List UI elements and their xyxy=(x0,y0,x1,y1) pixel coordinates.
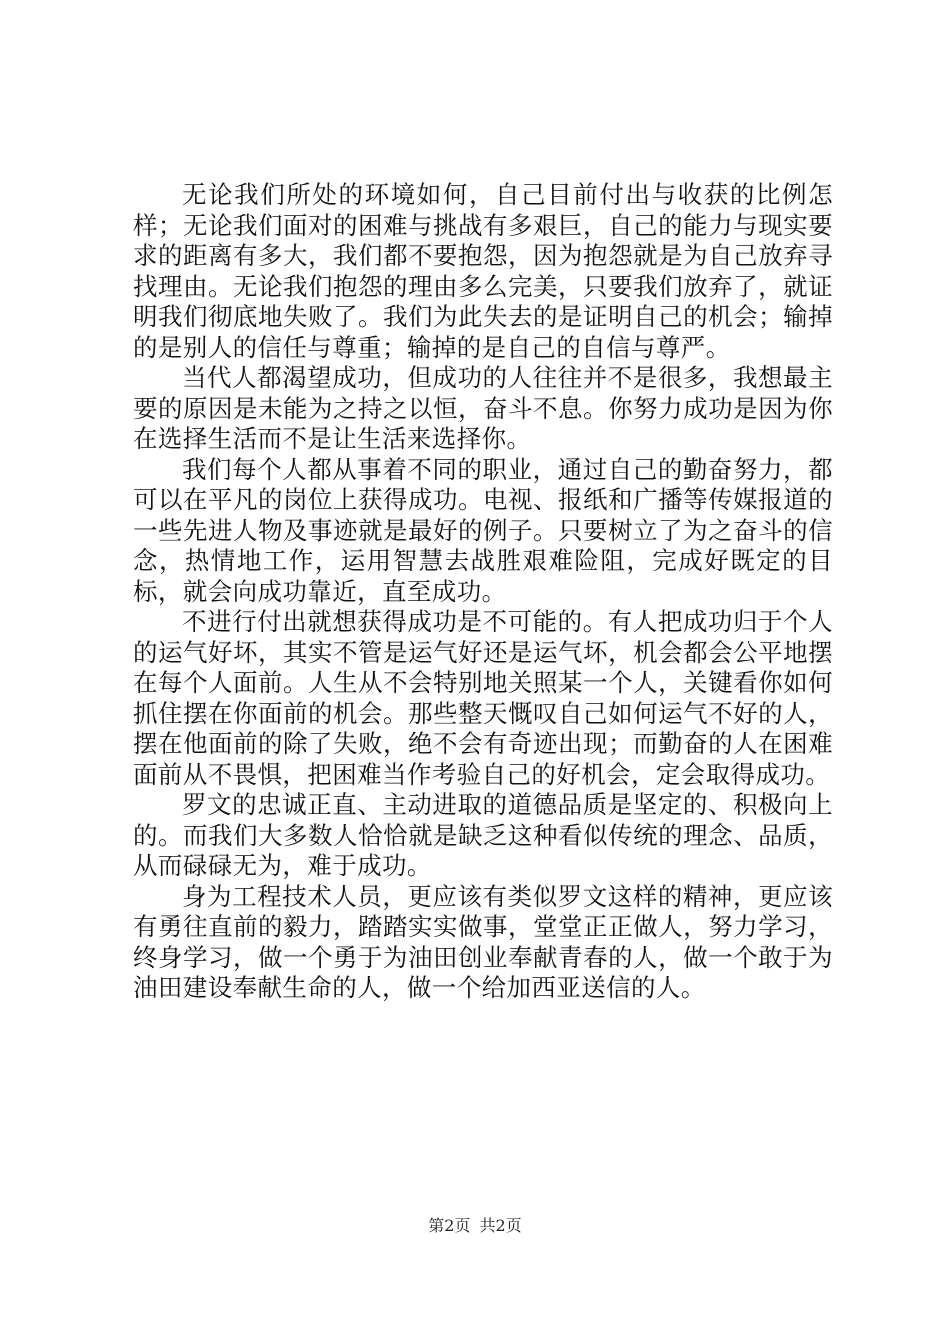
paragraph-4: 不进行付出就想获得成功是不可能的。有人把成功归于个人的运气好坏，其实不管是运气好还是运气坏，机会都会公平地摆在每个人面前。人生从不会特别地关照某一个人，关键看你如何抓住摆在你面前的机会。那些整天慨叹自己如何运气不好的人，摆在他面前的除了失败，绝不会有奇迹出现；而勤奋的人在困难面前从不畏惧，把困难当作考验自己的好机会，定会取得成功。 xyxy=(133,607,833,789)
page-footer xyxy=(0,1216,950,1236)
paragraph-6: 身为工程技术人员，更应该有类似罗文这样的精神，更应该有勇往直前的毅力，踏踏实实做事，堂堂正正做人，努力学习，终身学习，做一个勇于为油田创业奉献青春的人，做一个敢于为油田建设奉献生命的人，做一个给加西亚送信的人。 xyxy=(133,881,833,1002)
page-number: 第2页 xyxy=(428,1216,471,1235)
paragraph-3: 我们每个人都从事着不同的职业，通过自己的勤奋努力，都可以在平凡的岗位上获得成功。电视、报纸和广播等传媒报道的一些先进人物及事迹就是最好的例子。只要树立了为之奋斗的信念，热情地工作，运用智慧去战胜艰难险阻，完成好既定的目标，就会向成功靠近，直至成功。 xyxy=(133,454,833,606)
paragraph-2: 当代人都渴望成功，但成功的人往往并不是很多，我想最主要的原因是未能为之持之以恒，奋斗不息。你努力成功是因为你在选择生活而不是让生活来选择你。 xyxy=(133,363,833,453)
paragraph-5: 罗文的忠诚正直、主动进取的道德品质是坚定的、积极向上的。而我们大多数人恰恰就是缺乏这种看似传统的理念、品质，从而碌碌无为，难于成功。 xyxy=(133,790,833,880)
paragraph-1: 无论我们所处的环境如何，自己目前付出与收获的比例怎样；无论我们面对的困难与挑战有多艰巨，自己的能力与现实要求的距离有多大，我们都不要抱怨，因为抱怨就是为自己放弃寻找理由。无论我们抱怨的理由多么完美，只要我们放弃了，就证明我们彻底地失败了。我们为此失去的是证明自己的机会；输掉的是别人的信任与尊重；输掉的是自己的自信与尊严。 xyxy=(133,180,833,362)
page-total: 共2页 xyxy=(479,1216,522,1235)
document-body xyxy=(133,180,833,1004)
